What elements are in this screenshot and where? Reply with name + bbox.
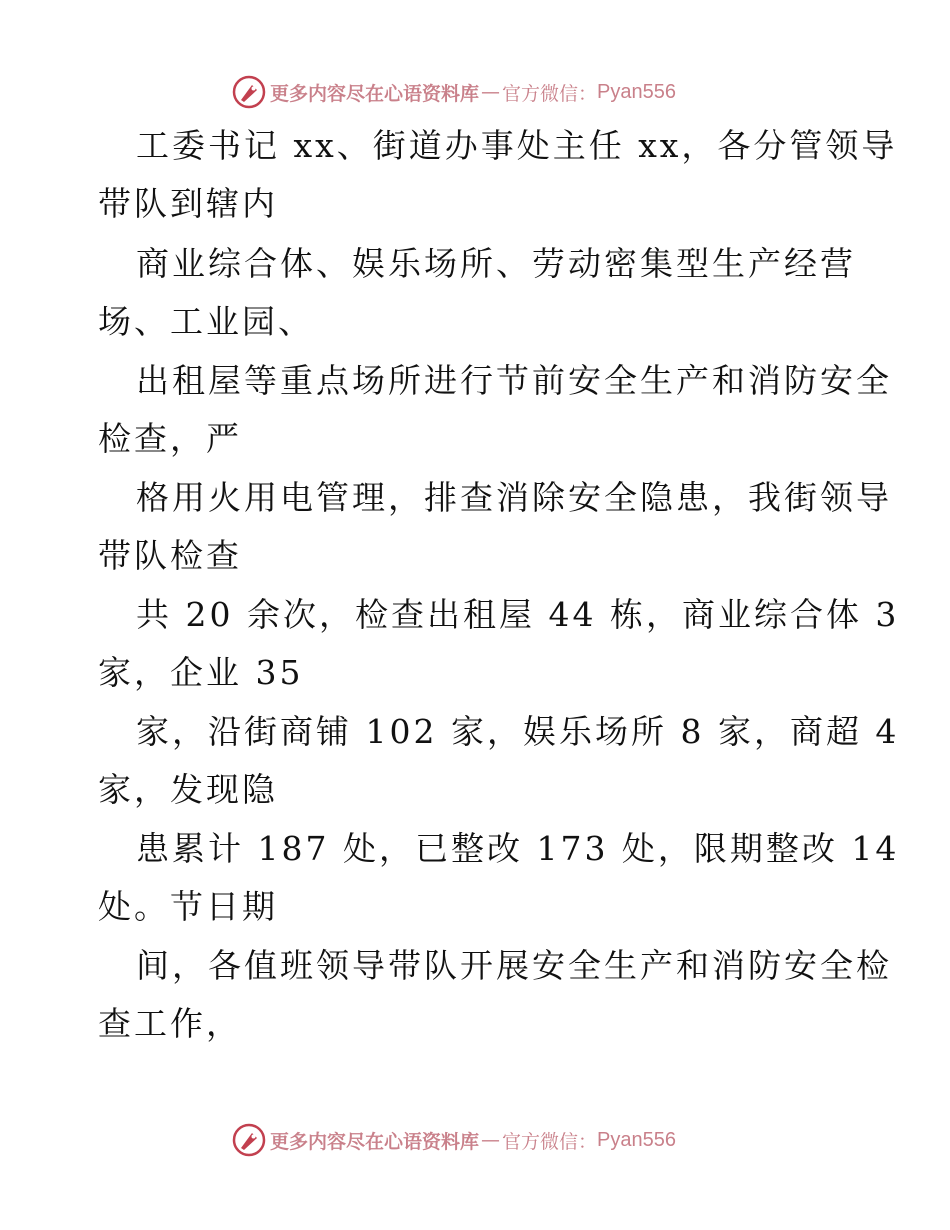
body-line: 家，发现隐 [98, 770, 278, 809]
body-line: 商业综合体、娱乐场所、劳动密集型生产经营 [136, 244, 856, 283]
body-line: 家，企业 35 [98, 653, 304, 692]
body-line: 场、工业园、 [98, 302, 314, 341]
body-line: 查工作， [98, 1004, 242, 1043]
header-watermark [232, 72, 732, 112]
watermark-wechat-id: Pyan556 [597, 80, 676, 103]
body-line: 格用火用电管理，排查消除安全隐患，我街领导 [136, 478, 892, 517]
body-line: 工委书记 xx、街道办事处主任 xx，各分管领导 [136, 126, 898, 165]
watermark-title: 更多内容尽在心语资料库 [270, 82, 480, 105]
watermark-wechat-id: Pyan556 [597, 1128, 676, 1151]
body-line: 家，沿街商铺 102 家，娱乐场所 8 家，商超 4 [136, 712, 900, 751]
body-line: 患累计 187 处，已整改 173 处，限期整改 14 [136, 829, 900, 868]
watermark-label: 官方微信： [502, 1130, 598, 1153]
body-line: 出租屋等重点场所进行节前安全生产和消防安全 [136, 361, 892, 400]
body-line: 共 20 余次，检查出租屋 44 栋，商业综合体 3 [136, 595, 900, 634]
body-line: 间，各值班领导带队开展安全生产和消防安全检 [136, 946, 892, 985]
body-line: 处。节日期 [98, 887, 278, 926]
watermark-dash: — [481, 1129, 501, 1151]
body-line: 带队检查 [98, 536, 242, 575]
footer-watermark [232, 1120, 732, 1160]
body-line: 检查，严 [98, 419, 242, 458]
watermark-title: 更多内容尽在心语资料库 [270, 1130, 480, 1153]
pen-nib-logo-icon [232, 1123, 266, 1157]
pen-nib-logo-icon [232, 75, 266, 109]
watermark-label: 官方微信： [502, 82, 598, 105]
body-line: 带队到辖内 [98, 184, 278, 223]
watermark-dash: — [481, 81, 501, 103]
